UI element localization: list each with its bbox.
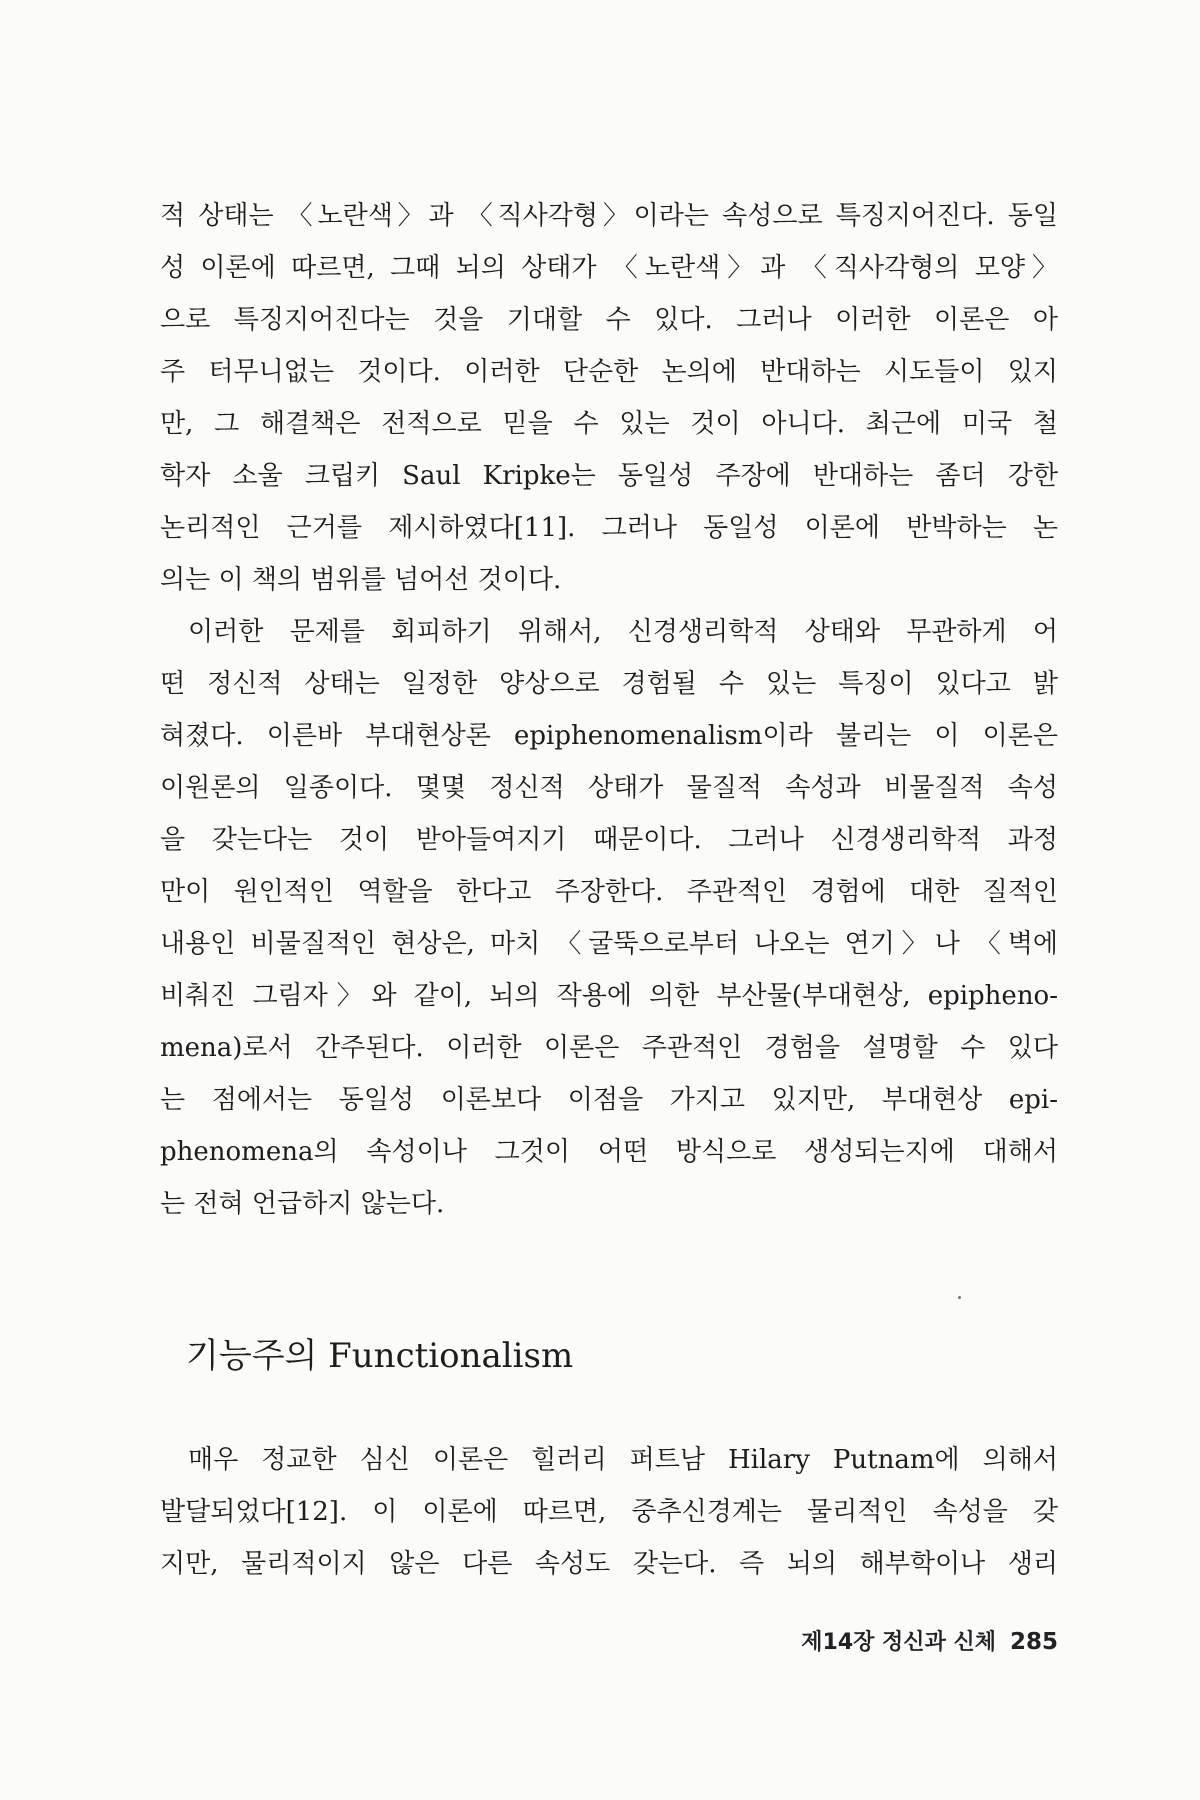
text-line: 만이 원인적인 역할을 한다고 주장한다. 주관적인 경험에 대한 질적인 xyxy=(160,877,1058,907)
scan-speck xyxy=(958,1296,961,1299)
text-line: 내용인 비물질적인 현상은, 마치 〈굴뚝으로부터 나오는 연기〉나 〈벽에 xyxy=(160,929,1058,959)
text-line: 적 상태는 〈노란색〉과 〈직사각형〉이라는 속성으로 특징지어진다. 동일 xyxy=(160,201,1058,231)
text-line: 는 점에서는 동일성 이론보다 이점을 가지고 있지만, 부대현상 epi- xyxy=(160,1085,1058,1115)
body-text xyxy=(160,190,1058,1230)
text-line: 이러한 문제를 회피하기 위해서, 신경생리학적 상태와 무관하게 어 xyxy=(188,617,1058,647)
text-line: 는 전혀 언급하지 않는다. xyxy=(160,1189,445,1219)
text-line: 발달되었다[12]. 이 이론에 따르면, 중추신경계는 물리적인 속성을 갖 xyxy=(160,1497,1058,1527)
text-line: 을 갖는다는 것이 받아들여지기 때문이다. 그러나 신경생리학적 과정 xyxy=(160,825,1058,855)
text-line: 으로 특징지어진다는 것을 기대할 수 있다. 그러나 이러한 이론은 아 xyxy=(160,305,1058,335)
text-line: 매우 정교한 심신 이론은 힐러리 퍼트남 Hilary Putnam에 의해서 xyxy=(188,1445,1058,1475)
text-line: phenomena의 속성이나 그것이 어떤 방식으로 생성되는지에 대해서 xyxy=(160,1137,1058,1167)
section-heading: 기능주의 Functionalism xyxy=(186,1336,574,1376)
text-line: 지만, 물리적이지 않은 다른 속성도 갖는다. 즉 뇌의 해부학이나 생리 xyxy=(160,1549,1058,1579)
text-line: 성 이론에 따르면, 그때 뇌의 상태가 〈노란색〉과 〈직사각형의 모양〉 xyxy=(160,253,1058,283)
section-body-text xyxy=(160,1434,1058,1590)
text-line: 주 터무니없는 것이다. 이러한 단순한 논의에 반대하는 시도들이 있지 xyxy=(160,357,1058,387)
text-line: 만, 그 해결책은 전적으로 믿을 수 있는 것이 아니다. 최근에 미국 철 xyxy=(160,409,1058,439)
text-line: 이원론의 일종이다. 몇몇 정신적 상태가 물질적 속성과 비물질적 속성 xyxy=(160,773,1058,803)
text-line: 의는 이 책의 범위를 넘어선 것이다. xyxy=(160,565,562,595)
text-line: mena)로서 간주된다. 이러한 이론은 주관적인 경험을 설명할 수 있다 xyxy=(160,1033,1058,1063)
text-line: 비춰진 그림자〉와 같이, 뇌의 작용에 의한 부산물(부대현상, epipheno- xyxy=(160,981,1058,1011)
text-line: 논리적인 근거를 제시하였다[11]. 그러나 동일성 이론에 반박하는 논 xyxy=(160,513,1058,543)
text-line: 학자 소울 크립키 Saul Kripke는 동일성 주장에 반대하는 좀더 강한 xyxy=(160,461,1058,491)
page-footer xyxy=(801,1626,1058,1659)
text-line: 떤 정신적 상태는 일정한 양상으로 경험될 수 있는 특징이 있다고 밝 xyxy=(160,669,1058,699)
running-footer-chapter: 제14장 정신과 신체 xyxy=(801,1630,996,1655)
page-number: 285 xyxy=(1009,1629,1058,1655)
text-line: 혀졌다. 이른바 부대현상론 epiphenomenalism이라 불리는 이 이론은 xyxy=(160,721,1058,751)
